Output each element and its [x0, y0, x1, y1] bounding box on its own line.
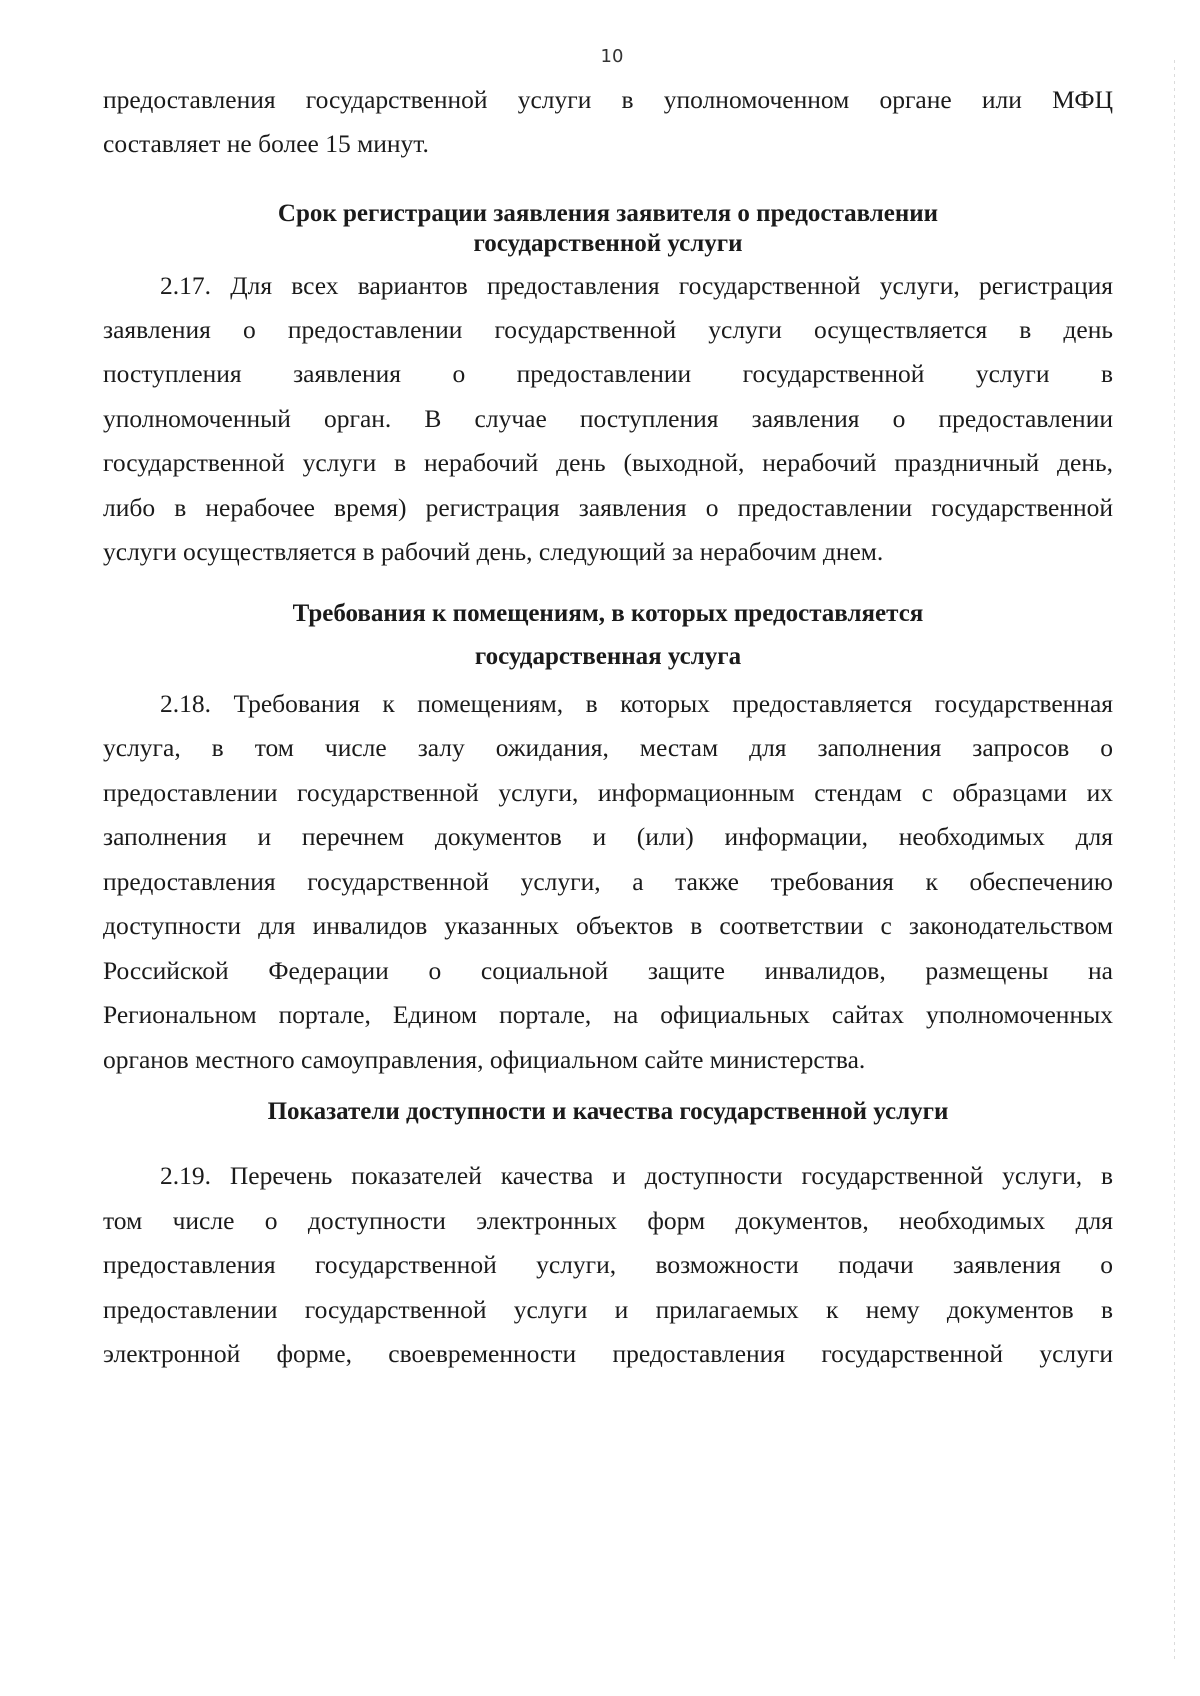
- paragraph-line: уполномоченный орган. В случае поступления заявления о предоставлении: [103, 404, 1113, 433]
- scan-edge-line: [1174, 60, 1175, 1660]
- paragraph-line: Региональном портале, Едином портале, на официальных сайтах уполномоченных: [103, 1000, 1113, 1029]
- paragraph-line: заявления о предоставлении государственной услуги осуществляется в день: [103, 315, 1113, 344]
- paragraph-line: предоставлении государственной услуги, информационным стендам с образцами их: [103, 778, 1113, 807]
- section-heading: Требования к помещениям, в которых предоставляется: [292, 600, 924, 627]
- paragraph-line: поступления заявления о предоставлении государственной услуги в: [103, 359, 1113, 388]
- paragraph-line: предоставлении государственной услуги и прилагаемых к нему документов в: [103, 1295, 1113, 1324]
- section-heading: Показатели доступности и качества государственной услуги: [267, 1098, 949, 1125]
- paragraph-line: услуги осуществляется в рабочий день, следующий за нерабочим днем.: [103, 537, 884, 566]
- paragraph-line: заполнения и перечнем документов и (или) информации, необходимых для: [103, 822, 1113, 851]
- paragraph-line: Российской Федерации о социальной защите инвалидов, размещены на: [103, 956, 1113, 985]
- paragraph-line: электронной форме, своевременности предоставления государственной услуги: [103, 1339, 1113, 1368]
- paragraph-line: составляет не более 15 минут.: [103, 129, 429, 158]
- paragraph-line: 2.19. Перечень показателей качества и доступности государственной услуги, в: [160, 1161, 1113, 1190]
- section-heading: Срок регистрации заявления заявителя о предоставлении: [277, 200, 939, 227]
- paragraph-line: том числе о доступности электронных форм документов, необходимых для: [103, 1206, 1113, 1235]
- paragraph-line: услуга, в том числе залу ожидания, местам для заполнения запросов о: [103, 733, 1113, 762]
- paragraph-line: государственной услуги в нерабочий день (выходной, нерабочий праздничный день,: [103, 448, 1113, 477]
- paragraph-line: либо в нерабочее время) регистрация заявления о предоставлении государственной: [103, 493, 1113, 522]
- paragraph-line: предоставления государственной услуги, а также требования к обеспечению: [103, 867, 1113, 896]
- section-heading: государственной услуги: [473, 230, 743, 257]
- page-number: 10: [600, 46, 624, 67]
- paragraph-line: предоставления государственной услуги в уполномоченном органе или МФЦ: [103, 85, 1113, 114]
- section-heading: государственная услуга: [474, 643, 742, 670]
- paragraph-line: доступности для инвалидов указанных объектов в соответствии с законодательством: [103, 911, 1113, 940]
- paragraph-line: 2.18. Требования к помещениям, в которых предоставляется государственная: [160, 689, 1113, 718]
- paragraph-line: 2.17. Для всех вариантов предоставления государственной услуги, регистрация: [160, 271, 1113, 300]
- paragraph-line: предоставления государственной услуги, возможности подачи заявления о: [103, 1250, 1113, 1279]
- paragraph-line: органов местного самоуправления, официальном сайте министерства.: [103, 1045, 866, 1074]
